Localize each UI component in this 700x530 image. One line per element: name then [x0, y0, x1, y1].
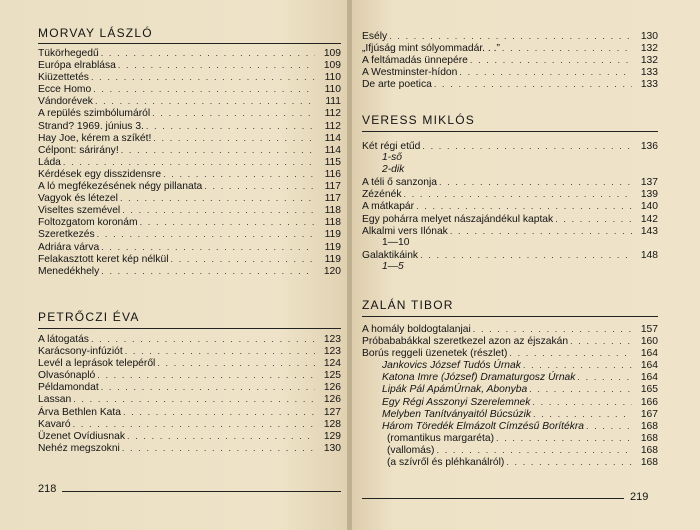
- toc-entry: [38, 393, 341, 405]
- toc-entry-page: 118: [324, 217, 341, 229]
- toc-entry-page: 136: [640, 141, 658, 152]
- dot-leader: [509, 347, 632, 359]
- dot-leader: [470, 54, 632, 66]
- toc-entry-page: 119: [324, 229, 341, 241]
- toc-entry: [362, 188, 658, 200]
- dot-leader: [125, 345, 315, 357]
- toc-entry-title: Esély: [362, 31, 388, 42]
- toc-entry-title: A látogatás: [38, 334, 89, 345]
- toc-entry: [362, 335, 658, 347]
- dot-leader: [586, 420, 632, 432]
- dot-leader: [157, 357, 315, 369]
- dot-leader: [101, 381, 315, 393]
- toc-entry-page: 115: [324, 156, 341, 168]
- toc-entry-title: Zézénék: [362, 189, 402, 201]
- right-page: [352, 0, 700, 530]
- dot-leader: [389, 30, 632, 42]
- dot-leader: [122, 204, 315, 216]
- toc-entry-title: 1—10: [382, 236, 410, 248]
- dot-leader: [123, 406, 315, 418]
- footer-rule: [362, 498, 624, 499]
- toc-entry: [38, 430, 341, 442]
- toc-entry-title: Lipák Pál ApámÚrnak, Abonyba: [382, 384, 528, 396]
- toc-entry-title: Strand? 1969. június 3.: [38, 120, 144, 132]
- toc-entry-page: 168: [640, 432, 658, 444]
- toc-entry-title: Próbababákkal szeretkezel azon az éjszakán: [362, 336, 569, 348]
- toc-entry-page: 112: [324, 120, 341, 132]
- toc-entry-page: 112: [324, 108, 341, 120]
- dot-leader: [171, 253, 316, 265]
- dot-leader: [91, 333, 315, 345]
- toc-entry-page: 164: [640, 372, 658, 384]
- toc-entry-page: 132: [640, 43, 658, 55]
- dot-leader: [73, 393, 315, 405]
- toc-entry-page: 117: [324, 181, 341, 193]
- toc-entry-title: Alkalmi vers Ilónak: [362, 225, 448, 237]
- toc-entry-page: 119: [324, 253, 341, 265]
- toc-entry-title: Borús reggeli üzenetek (részlet): [362, 348, 508, 360]
- toc-entry-title: Hay Joe, kérem a szíkét!: [38, 132, 152, 144]
- toc-entry-title: Olvasónapló: [38, 370, 96, 382]
- toc-entry-page: 110: [324, 84, 341, 96]
- dot-leader: [97, 369, 315, 381]
- toc-entry: [362, 225, 658, 237]
- toc-entry: [38, 107, 341, 119]
- toc-entry-title: Egy Régi Asszonyi Szerelemnek: [382, 396, 531, 408]
- toc-entry-title: Példamondat: [38, 382, 99, 394]
- toc-entry: [38, 406, 341, 418]
- toc-entry: [38, 120, 341, 132]
- toc-entry-page: 137: [640, 177, 658, 189]
- dot-leader: [118, 59, 315, 71]
- toc-entry-title: 1—5: [382, 260, 404, 272]
- toc-entry-page: 130: [640, 31, 658, 42]
- footer-rule: [62, 491, 341, 492]
- author-heading-morvay: MORVAY LÁSZLÓ: [38, 26, 153, 40]
- toc-entry: [362, 432, 658, 444]
- toc-entry: [362, 200, 658, 212]
- toc-entry-page: 116: [324, 168, 341, 180]
- dot-leader: [577, 371, 632, 383]
- toc-entry-title: 2-dik: [382, 164, 405, 176]
- dot-leader: [416, 200, 632, 212]
- toc-entry: [362, 408, 658, 420]
- toc-entry: [362, 420, 658, 432]
- toc-entry-title: Levél a leprások telepéről: [38, 358, 156, 370]
- toc-entry-page: 164: [640, 360, 658, 372]
- toc-entry-page: 126: [323, 394, 341, 406]
- toc-entry-page: 129: [323, 430, 341, 442]
- dot-leader: [533, 408, 632, 420]
- toc-entry: [362, 66, 658, 78]
- toc-entry: [38, 253, 341, 265]
- toc-entry: [38, 357, 341, 369]
- dot-leader: [163, 168, 315, 180]
- toc-entry-page: 109: [323, 48, 341, 59]
- dot-leader: [496, 432, 632, 444]
- toc-entry-page: 143: [640, 225, 658, 237]
- toc-entry: [362, 176, 658, 188]
- dot-leader: [437, 444, 633, 456]
- toc-entry-page: 168: [640, 457, 658, 469]
- toc-entry-title: Karácsony-infúziót: [38, 346, 123, 358]
- toc-entry-title: Árva Bethlen Kata: [38, 406, 121, 418]
- toc-entry: [362, 444, 658, 456]
- toc-entry-title: Ecce Homo: [38, 84, 92, 96]
- toc-entry: [38, 381, 341, 393]
- toc-entry: [38, 333, 341, 345]
- toc-entry: [362, 237, 658, 249]
- dot-leader: [153, 132, 315, 144]
- toc-entry-page: 142: [640, 213, 658, 225]
- toc-entry: [362, 213, 658, 225]
- toc-entry: [38, 265, 341, 277]
- toc-entry-page: 109: [323, 60, 341, 72]
- dot-leader: [502, 42, 632, 54]
- dot-leader: [101, 47, 315, 59]
- toc-entry-page: 120: [323, 265, 341, 277]
- page-number-right: 219: [630, 491, 649, 503]
- toc-entry-title: Adriára várva: [38, 241, 100, 253]
- toc-entry-page: 139: [640, 189, 658, 201]
- toc-entry-title: Európa elrablása: [38, 60, 116, 72]
- toc-entry: [38, 216, 341, 228]
- toc-list-continued: [362, 30, 658, 90]
- toc-entry-page: 111: [325, 96, 341, 108]
- toc-entry: [362, 396, 658, 408]
- dot-leader: [523, 359, 632, 371]
- dot-leader: [420, 249, 632, 261]
- toc-entry-page: 114: [324, 144, 341, 156]
- toc-entry-title: Kérdések egy disszidensre: [38, 168, 162, 180]
- dot-leader: [127, 430, 315, 442]
- toc-entry-title: Láda: [38, 156, 61, 168]
- toc-entry: [38, 442, 341, 454]
- dot-leader: [439, 176, 632, 188]
- section-rule: [362, 316, 658, 317]
- toc-entry-title: A ló megfékezésének négy pillanata: [38, 181, 203, 193]
- toc-entry: [38, 180, 341, 192]
- toc-entry-title: Két régi etűd: [362, 141, 421, 152]
- toc-entry: [362, 140, 658, 152]
- toc-entry: [362, 249, 658, 261]
- toc-entry: [362, 152, 658, 164]
- toc-entry-page: 164: [640, 348, 658, 360]
- toc-entry: [38, 345, 341, 357]
- toc-entry-page: 132: [640, 55, 658, 67]
- toc-entry-title: Nehéz megszokni: [38, 442, 120, 454]
- dot-leader: [473, 323, 632, 335]
- toc-entry: [362, 383, 658, 395]
- toc-entry-page: 166: [640, 396, 658, 408]
- toc-entry-title: Három Töredék Elmázolt Címzésű Borítékra: [382, 420, 584, 432]
- toc-entry-page: 124: [323, 358, 341, 370]
- toc-entry-page: 168: [640, 420, 658, 432]
- author-heading-zalan: ZALÁN TIBOR: [362, 298, 454, 312]
- toc-entry: [362, 359, 658, 371]
- toc-entry-title: A téli ő sanzonja: [362, 177, 437, 189]
- section-rule: [38, 43, 341, 44]
- toc-entry-page: 160: [640, 336, 658, 348]
- toc-entry-title: „Ifjúság mint sólyommadár. . .”: [362, 43, 500, 55]
- toc-entry-title: Kavaró: [38, 418, 71, 430]
- toc-entry-page: 165: [640, 384, 658, 396]
- toc-entry-page: 119: [324, 241, 341, 253]
- dot-leader: [422, 140, 632, 152]
- toc-entry-title: Vagyok és létezel: [38, 193, 118, 205]
- toc-entry: [38, 168, 341, 180]
- toc-entry-title: A repülés szimbólumáról: [38, 108, 151, 120]
- toc-entry: [38, 95, 341, 107]
- toc-entry-page: 130: [323, 442, 341, 454]
- toc-entry-title: Foltozgatom koronám: [38, 217, 138, 229]
- dot-leader: [459, 66, 632, 78]
- dot-leader: [63, 156, 315, 168]
- dot-leader: [570, 335, 632, 347]
- dot-leader: [434, 78, 632, 90]
- toc-entry: [362, 78, 658, 90]
- toc-entry-page: 133: [640, 67, 658, 79]
- toc-entry-page: 167: [640, 408, 658, 420]
- toc-list-petroczi: [38, 333, 341, 454]
- toc-entry-page: 157: [640, 324, 658, 335]
- toc-entry-page: 133: [640, 79, 658, 91]
- toc-entry-title: Felakasztott keret kép nélkül: [38, 253, 169, 265]
- toc-entry-title: A homály boldogtalanjai: [362, 324, 471, 335]
- toc-entry-title: Egy pohárra melyet nászajándékul kaptak: [362, 213, 554, 225]
- dot-leader: [506, 456, 632, 468]
- dot-leader: [152, 107, 315, 119]
- toc-entry-title: Szeretkezés: [38, 229, 95, 241]
- toc-entry-page: 148: [640, 249, 658, 261]
- toc-entry: [38, 83, 341, 95]
- toc-entry-title: Tükörhegedű: [38, 48, 99, 59]
- toc-entry: [38, 71, 341, 83]
- toc-entry: [38, 47, 341, 59]
- toc-entry: [362, 42, 658, 54]
- dot-leader: [73, 418, 315, 430]
- toc-entry-title: Viseltes szemével: [38, 205, 121, 217]
- dot-leader: [101, 241, 315, 253]
- toc-entry-page: 123: [323, 346, 341, 358]
- toc-entry-page: 127: [323, 406, 341, 418]
- toc-entry-page: 125: [323, 370, 341, 382]
- toc-entry-title: Jankovics József Tudós Úrnak: [382, 360, 521, 372]
- toc-entry-page: 110: [324, 72, 341, 84]
- toc-entry: [38, 156, 341, 168]
- toc-entry-page: 126: [323, 382, 341, 394]
- toc-entry-page: 118: [324, 205, 341, 217]
- toc-entry-title: Vándorévek: [38, 96, 93, 108]
- toc-entry-title: Melyben Tanítványaitól Búcsúzik: [382, 408, 532, 420]
- toc-entry: [362, 323, 658, 335]
- toc-entry-title: De arte poetica: [362, 79, 432, 91]
- toc-entry: [38, 204, 341, 216]
- dot-leader: [404, 188, 633, 200]
- toc-entry: [362, 347, 658, 359]
- dot-leader: [97, 228, 315, 240]
- section-rule: [362, 131, 658, 132]
- toc-entry: [362, 456, 658, 468]
- toc-entry-title: Katona Imre (József) Dramaturgosz Úrnak: [382, 372, 576, 384]
- dot-leader: [532, 396, 632, 408]
- toc-entry: [38, 241, 341, 253]
- page-number-left: 218: [38, 483, 57, 495]
- dot-leader: [204, 180, 315, 192]
- toc-entry: [38, 144, 341, 156]
- toc-entry-page: 117: [324, 193, 341, 205]
- toc-entry: [38, 369, 341, 381]
- toc-entry-title: Üzenet Ovídiusnak: [38, 430, 125, 442]
- toc-entry: [362, 54, 658, 66]
- toc-entry: [362, 164, 658, 176]
- dot-leader: [555, 213, 632, 225]
- toc-entry: [38, 192, 341, 204]
- dot-leader: [450, 225, 632, 237]
- toc-list-morvay: [38, 47, 341, 277]
- dot-leader: [120, 192, 315, 204]
- dot-leader: [101, 265, 315, 277]
- toc-entry: [38, 132, 341, 144]
- toc-entry-page: 123: [323, 334, 341, 345]
- section-rule: [38, 328, 341, 329]
- toc-entry-page: 114: [324, 132, 341, 144]
- dot-leader: [146, 120, 315, 132]
- dot-leader: [140, 216, 315, 228]
- toc-entry-title: Lassan: [38, 394, 72, 406]
- dot-leader: [91, 71, 315, 83]
- toc-list-veress: [362, 140, 658, 273]
- toc-entry: [38, 228, 341, 240]
- toc-entry-title: Kiüzettetés: [38, 72, 89, 84]
- toc-entry-title: (romantikus margaréta): [387, 432, 495, 444]
- toc-entry-title: (a szívről és pléhkanálról): [387, 457, 505, 469]
- toc-entry-title: A Westminster-hídon: [362, 67, 458, 79]
- dot-leader: [95, 95, 315, 107]
- toc-list-zalan: [362, 323, 658, 468]
- left-page: [0, 0, 348, 530]
- toc-entry-page: 128: [323, 418, 341, 430]
- dot-leader: [122, 442, 315, 454]
- toc-entry: [362, 371, 658, 383]
- dot-leader: [121, 144, 315, 156]
- toc-entry-title: 1-ső: [382, 152, 403, 164]
- toc-entry-title: A mátkapár: [362, 201, 415, 213]
- toc-entry-title: A feltámadás ünnepére: [362, 55, 468, 67]
- toc-entry-page: 140: [640, 201, 658, 213]
- author-heading-veress: VERESS MIKLÓS: [362, 113, 475, 127]
- toc-entry-title: (vallomás): [387, 444, 435, 456]
- toc-entry: [362, 30, 658, 42]
- toc-entry: [38, 59, 341, 71]
- toc-entry: [38, 418, 341, 430]
- author-heading-petroczi: PETRŐCZI ÉVA: [38, 310, 140, 324]
- dot-leader: [93, 83, 315, 95]
- toc-entry-title: Menedékhely: [38, 265, 100, 277]
- toc-entry-page: 168: [640, 444, 658, 456]
- toc-entry-title: Célpont: sárirány!: [38, 144, 119, 156]
- dot-leader: [529, 383, 632, 395]
- toc-entry: [362, 261, 658, 273]
- toc-entry-title: Galaktikáink: [362, 249, 419, 261]
